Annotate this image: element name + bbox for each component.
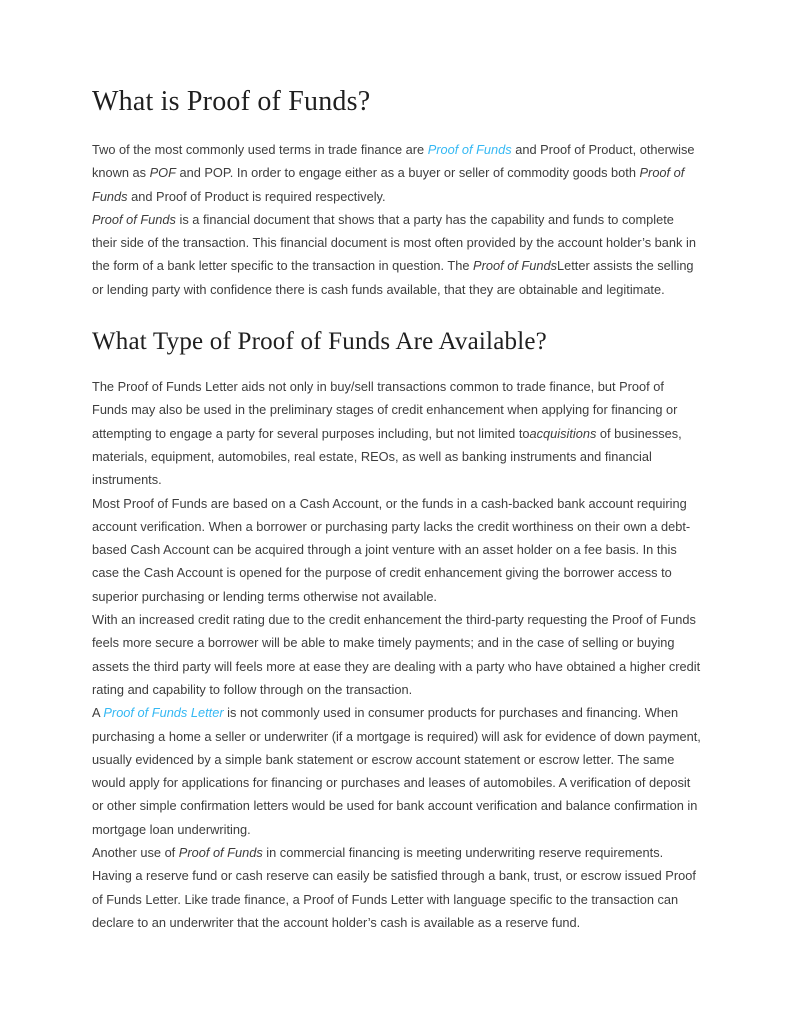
- text-run: of businesses, materials, equipment, automobiles, real estate, REOs, as well as banking instruments and financial instruments.: [92, 425, 682, 488]
- text-run: in commercial financing is meeting underwriting reserve requirements. Having a reserve fund or cash reserve can easily be satisfied through a bank, trust, or escrow issued Proof of Funds Letter. Like trade finance, a Proof of Funds Letter with language specific to the transaction can declare to an underwriter that the account holder’s cash is available as a reserve fund.: [92, 845, 696, 930]
- paragraph-consumer-products: [92, 701, 702, 841]
- proof-of-funds-emphasis: Proof of Funds: [473, 258, 557, 274]
- paragraph-cash-account: [92, 492, 702, 608]
- proof-of-funds-emphasis: Proof of Funds: [178, 845, 263, 861]
- text-run: Two of the most commonly used terms in trade finance are: [92, 142, 428, 157]
- text-run: and POP. In order to engage either as a buyer or seller of commodity goods both: [175, 165, 640, 181]
- text-run: Another use of: [92, 845, 179, 861]
- proof-of-funds-link[interactable]: Proof of Funds: [427, 142, 512, 157]
- pof-emphasis: POF: [149, 165, 176, 181]
- paragraph-definition: [92, 208, 702, 301]
- text-run: With an increased credit rating due to the credit enhancement the third-party requesting the Proof of Funds feels more secure a borrower will be able to make timely payments; and in the case of selling or buying assets the third party will feels more at ease they are dealing with a party who have obtained a higher credit rating and capability to follow through on the transaction.: [92, 612, 701, 697]
- heading-what-type-available: What Type of Proof of Funds Are Available?: [92, 328, 547, 356]
- text-run: is a financial document that shows that a party has the capability and funds to complete their side of the transaction. This financial document is most often provided by the account holder’s bank in the form of a bank letter specific to the transaction in question. The: [92, 211, 696, 274]
- paragraph-reserve-requirements: [92, 841, 702, 934]
- proof-of-funds-emphasis: Proof of Funds: [92, 211, 176, 227]
- text-run: Letter assists the selling or lending party with confidence there is cash funds available, that they are obtainable and legitimate.: [92, 258, 694, 297]
- text-run: and Proof of Product, otherwise known as: [92, 142, 695, 181]
- text-run: A: [92, 705, 104, 721]
- acquisitions-emphasis: acquisitions: [529, 425, 597, 441]
- text-run: The Proof of Funds Letter aids not only in buy/sell transactions common to trade finance, but Proof of Funds may also be used in the preliminary stages of credit enhancement when applying for financing or attempting to engage a party for several purposes including, but not limited to: [92, 379, 678, 441]
- text-run: and Proof of Product is required respectively.: [127, 188, 386, 204]
- text-run: is not commonly used in consumer products for purchases and financing. When purchasing a home a seller or underwriter (if a mortgage is required) will ask for evidence of down payment, usually evidenced by a simple bank statement or escrow account statement or escrow letter. The same would apply for applications for financing or purchases and leases of automobiles. A verification of deposit or other simple confirmation letters would be used for bank account verification and balance confirmation in mortgage loan underwriting.: [92, 705, 701, 837]
- proof-of-funds-letter-link[interactable]: Proof of Funds Letter: [103, 705, 224, 721]
- paragraph-credit-rating: [92, 608, 702, 701]
- paragraph-intro: [92, 138, 702, 208]
- paragraph-letter-uses: [92, 375, 702, 491]
- proof-of-funds-emphasis: Proof of Funds: [92, 165, 685, 204]
- text-run: Most Proof of Funds are based on a Cash Account, or the funds in a cash-backed bank account requiring account verification. When a borrower or purchasing party lacks the credit worthiness on their own a debt-based Cash Account can be acquired through a joint venture with an asset holder on a fee basis. In this case the Cash Account is opened for the purpose of credit enhancement giving the borrower access to superior purchasing or lending terms otherwise not available.: [92, 495, 691, 604]
- heading-what-is-proof-of-funds: What is Proof of Funds?: [92, 86, 371, 117]
